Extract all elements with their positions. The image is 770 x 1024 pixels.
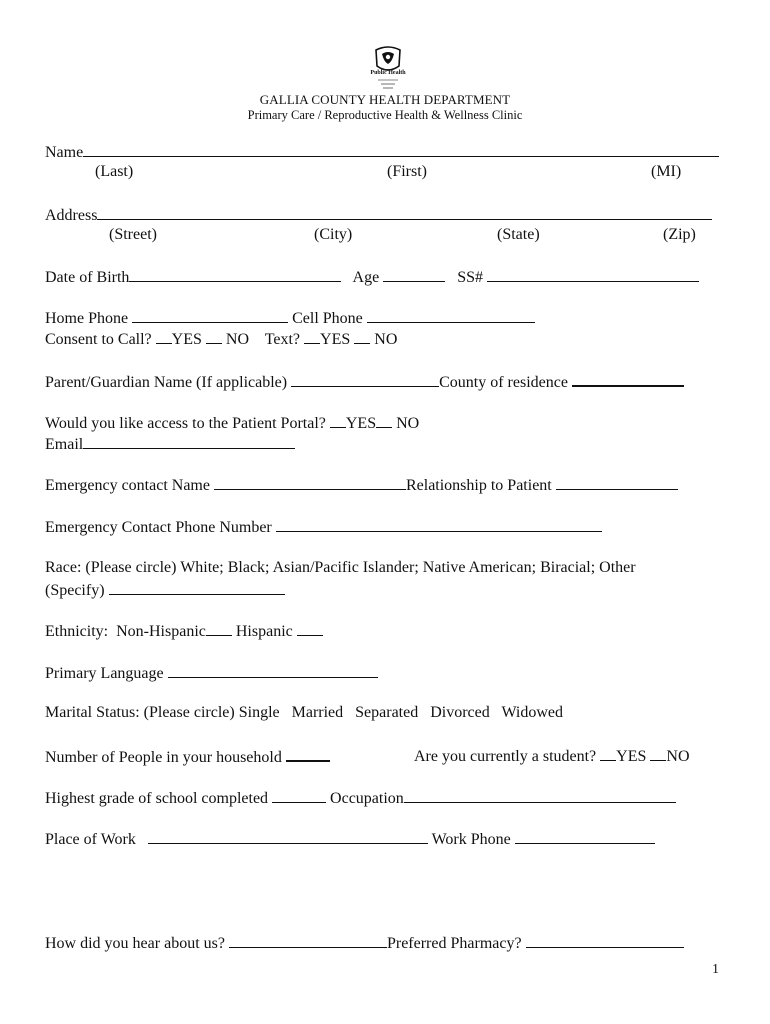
guardian-field[interactable]: [291, 372, 439, 387]
address-city-hint: (City): [314, 226, 353, 243]
place-of-work-label: Place of Work: [45, 831, 136, 848]
household-row: [45, 746, 330, 767]
emergency-name-label: Emergency contact Name: [45, 477, 210, 494]
page-number: 1: [712, 962, 719, 977]
consent-call-label: Consent to Call?: [45, 331, 152, 348]
education-field[interactable]: [272, 788, 326, 803]
name-label: Name: [45, 144, 84, 161]
dob-label: Date of Birth: [45, 269, 130, 286]
consent-call-no-field[interactable]: [206, 329, 222, 344]
student-no-field[interactable]: [650, 746, 666, 761]
ssn-field[interactable]: [487, 267, 699, 282]
guardian-row: [45, 371, 684, 392]
home-phone-field[interactable]: [132, 308, 288, 323]
name-last-hint: (Last): [95, 163, 134, 180]
student-yes-field[interactable]: [600, 746, 616, 761]
portal-yes-field[interactable]: [330, 413, 346, 428]
work-phone-label: Work Phone: [431, 831, 511, 848]
occupation-label: Occupation: [330, 790, 404, 807]
name-first-hint: (First): [387, 163, 427, 180]
address-state-hint: (State): [497, 226, 540, 243]
language-field[interactable]: [168, 663, 378, 678]
ethnicity-label: Ethnicity:: [45, 623, 109, 640]
consent-row: [45, 329, 397, 349]
occupation-field[interactable]: [404, 788, 676, 803]
address-label: Address: [45, 207, 98, 224]
consent-call-no-label: NO: [225, 331, 249, 348]
dob-field[interactable]: [129, 267, 341, 282]
consent-text-yes-field[interactable]: [304, 329, 320, 344]
email-field[interactable]: [83, 434, 295, 449]
race-specify-label: (Specify): [45, 582, 105, 599]
student-label: Are you currently a student?: [414, 748, 597, 765]
county-field[interactable]: [572, 371, 684, 387]
student-row: [414, 746, 690, 766]
marital-option-separated[interactable]: Separated: [355, 704, 419, 721]
consent-text-no-field[interactable]: [354, 329, 370, 344]
race-row: [45, 559, 636, 577]
referral-field[interactable]: [229, 933, 387, 948]
address-field[interactable]: [97, 205, 712, 220]
name-row: [45, 142, 719, 162]
non-hispanic-field[interactable]: [206, 621, 232, 636]
email-row: [45, 434, 295, 454]
age-label: Age: [352, 269, 380, 286]
portal-no-field[interactable]: [376, 413, 392, 428]
home-phone-label: Home Phone: [45, 310, 129, 327]
education-row: [45, 788, 676, 808]
place-of-work-field[interactable]: [148, 829, 428, 844]
health-department-logo: [366, 44, 410, 90]
education-label: Highest grade of school completed: [45, 790, 269, 807]
student-no-label: NO: [666, 748, 690, 765]
name-mi-hint: (MI): [651, 163, 682, 180]
referral-row: [45, 933, 684, 953]
cell-phone-label: Cell Phone: [292, 310, 363, 327]
portal-no-label: NO: [396, 415, 420, 432]
cell-phone-field[interactable]: [367, 308, 535, 323]
referral-label: How did you hear about us?: [45, 935, 225, 952]
relationship-label: Relationship to Patient: [405, 477, 552, 494]
guardian-label: Parent/Guardian Name (If applicable): [45, 374, 288, 391]
hispanic-field[interactable]: [297, 621, 323, 636]
emergency-phone-field[interactable]: [276, 517, 602, 532]
address-street-hint: (Street): [109, 226, 157, 243]
consent-text-label: Text?: [264, 331, 301, 348]
household-field[interactable]: [286, 746, 330, 762]
age-field[interactable]: [383, 267, 445, 282]
race-label: Race: (Please circle) White; Black; Asian/Pacific Islander; Native American; Biracial; Other: [45, 559, 636, 576]
portal-question: Would you like access to the Patient Portal?: [45, 415, 326, 432]
race-specify-field[interactable]: [109, 580, 285, 595]
county-label: County of residence: [439, 374, 568, 391]
marital-option-divorced[interactable]: Divorced: [430, 704, 490, 721]
marital-label: Marital Status: (Please circle): [45, 704, 235, 721]
language-label: Primary Language: [45, 665, 164, 682]
hispanic-label: Hispanic: [235, 623, 293, 640]
emergency-phone-row: [45, 517, 602, 537]
work-row: [45, 829, 655, 849]
student-yes-label: YES: [616, 748, 647, 765]
address-zip-hint: (Zip): [663, 226, 696, 243]
marital-option-married[interactable]: Married: [291, 704, 344, 721]
clinic-subtitle: Primary Care / Reproductive Health & Wellness Clinic: [247, 108, 523, 122]
name-field[interactable]: [83, 142, 719, 157]
race-specify-row: [45, 580, 285, 600]
dob-row: [45, 267, 699, 287]
ethnicity-row: [45, 621, 323, 641]
marital-option-single[interactable]: Single: [238, 704, 280, 721]
relationship-field[interactable]: [556, 475, 678, 490]
consent-text-yes-label: YES: [320, 331, 351, 348]
portal-yes-label: YES: [345, 415, 377, 432]
non-hispanic-label: Non-Hispanic: [116, 623, 206, 640]
department-title: GALLIA COUNTY HEALTH DEPARTMENT: [259, 92, 511, 107]
pharmacy-field[interactable]: [526, 933, 684, 948]
logo-text: Public Health: [370, 70, 406, 76]
consent-text-no-label: NO: [374, 331, 398, 348]
emergency-row: [45, 475, 678, 495]
ssn-label: SS#: [457, 269, 483, 286]
marital-row: [45, 704, 563, 722]
phone-row: [45, 308, 535, 328]
household-label: Number of People in your household: [45, 749, 282, 766]
portal-row: [45, 413, 419, 433]
language-row: [45, 663, 378, 683]
marital-option-widowed[interactable]: Widowed: [501, 704, 564, 721]
emergency-phone-label: Emergency Contact Phone Number: [45, 519, 272, 536]
work-phone-field[interactable]: [515, 829, 655, 844]
pharmacy-label: Preferred Pharmacy?: [386, 935, 522, 952]
address-row: [45, 205, 712, 225]
consent-call-yes-label: YES: [171, 331, 202, 348]
email-label: Email: [45, 436, 84, 453]
consent-call-yes-field[interactable]: [156, 329, 172, 344]
emergency-name-field[interactable]: [214, 475, 406, 490]
